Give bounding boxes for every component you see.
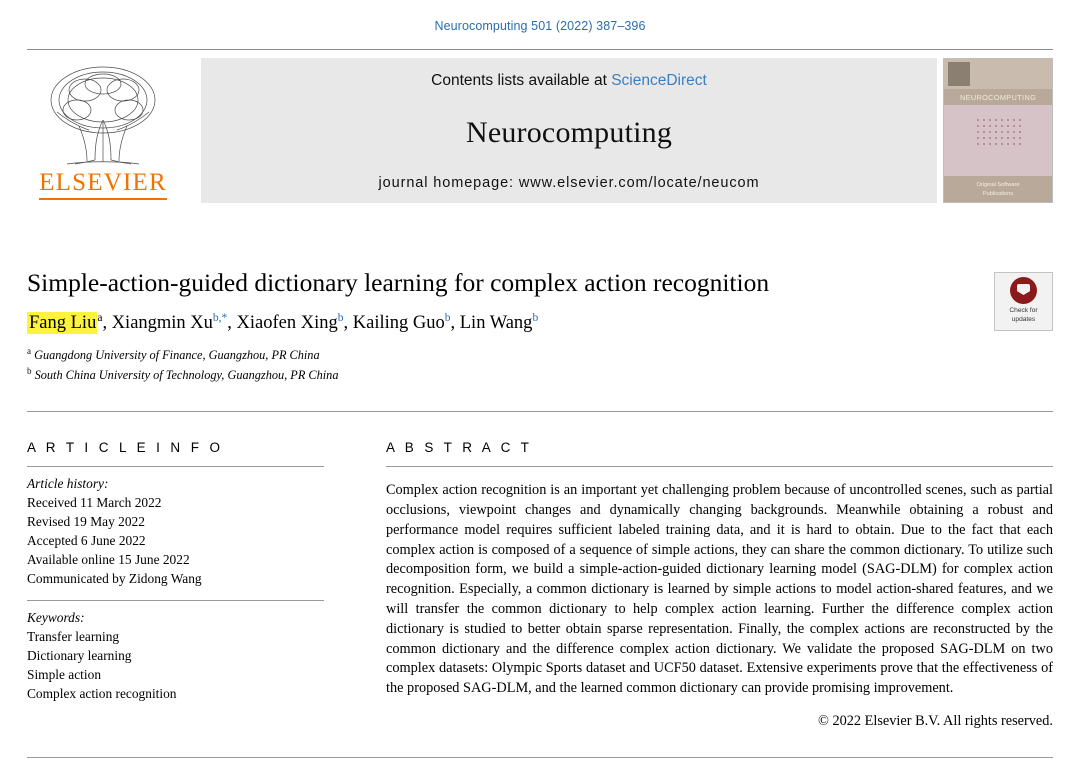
affiliation-0-marker: a — [27, 345, 31, 356]
history-item: Available online 15 June 2022 — [27, 552, 190, 568]
affiliation-list — [27, 345, 1053, 385]
footer-divider — [27, 757, 1053, 758]
affiliation-0-text: Guangdong University of Finance, Guangzhou, PR China — [34, 347, 320, 362]
article-history-label: Article history: — [27, 476, 109, 491]
author-sep-0: , — [102, 312, 112, 333]
sciencedirect-link[interactable]: ScienceDirect — [611, 72, 707, 89]
content-columns — [27, 440, 1053, 730]
affiliation-1 — [27, 365, 1053, 385]
crossmark-line1: Check for — [1009, 307, 1038, 314]
cover-footer — [944, 181, 1052, 198]
author-sep-3: , — [450, 312, 460, 333]
author-0-name: Fang Liu — [29, 312, 97, 333]
author-3-affiliation-marker: b — [444, 311, 451, 324]
title-block — [27, 268, 1053, 385]
affiliation-1-text: South China University of Technology, Guangzhou, PR China — [34, 367, 339, 382]
contents-prefix: Contents lists available at — [431, 72, 612, 89]
abstract-heading: A B S T R A C T — [386, 440, 533, 455]
cover-footer-line2: Publications — [982, 190, 1014, 197]
author-sep-1: , — [227, 312, 237, 333]
author-sep-2: , — [343, 312, 353, 333]
article-info-column — [27, 440, 324, 730]
keywords-rule — [27, 600, 324, 601]
keyword-item: Simple action — [27, 667, 102, 683]
history-item: Received 11 March 2022 — [27, 495, 162, 510]
article-info-heading: A R T I C L E I N F O — [27, 440, 224, 455]
history-item: Communicated by Zidong Wang — [27, 571, 202, 587]
cover-mini-image — [948, 62, 970, 86]
author-1-name: Xiangmin Xu — [111, 312, 213, 333]
author-2-name: Xiaofen Xing — [236, 312, 338, 333]
title-divider — [27, 411, 1053, 412]
author-3-name: Kailing Guo — [352, 312, 445, 333]
crossmark-icon — [1010, 277, 1037, 304]
history-item: Revised 19 May 2022 — [27, 514, 145, 530]
journal-cover-thumbnail — [943, 58, 1053, 203]
elsevier-underline — [39, 198, 167, 200]
keyword-item: Dictionary learning — [27, 648, 132, 664]
author-1-affiliation-marker: b,* — [212, 311, 228, 324]
author-4-name: Lin Wang — [459, 312, 533, 333]
abstract-column — [386, 440, 1053, 730]
copyright-line: © 2022 Elsevier B.V. All rights reserved. — [818, 713, 1053, 730]
abstract-rule — [386, 466, 1053, 467]
abstract-text: Complex action recognition is an important yet challenging problem because of uncontrolled scenes, such as partial occlusions, viewpoint changes and dynamically changing backgrounds. Meanwhile obtaining a robust and performance model requires sufficient labeled training data, and it is hard to obtain. Due to the fact that each complex action is composed of a sequence of simple actions, they can share the common dictionary. To utilize such decomposition form, we build a simple-action-guided dictionary learning model (SAG-DLM) for complex action recognition. Especially, a common dictionary is learned by simple actions to model action-shared features, and we will transfer the common dictionary to help complex action learning. Further the difference complex action dictionary is studied to better obtain sparse representation. Finally, the complex actions are reconstructed by the common dictionary and the difference complex action dictionary. We validate the proposed SAG-DLM on two complex datasets: Olympic Sports dataset and UCF50 dataset. Extensive experiments prove that the effectiveness of the proposed SAG-DLM, and the learned common dictionary can provide promising improvement. — [386, 482, 1053, 697]
keywords-list — [27, 627, 324, 703]
elsevier-wordmark: ELSEVIER — [39, 169, 167, 196]
author-4-affiliation-marker: b — [532, 311, 539, 324]
affiliation-1-marker: b — [27, 365, 32, 376]
cover-footer-line1: Original Software — [976, 182, 1020, 189]
affiliation-0 — [27, 345, 1053, 365]
crossmark-line2: updates — [1011, 315, 1036, 323]
running-head — [0, 0, 1080, 33]
crossmark-badge[interactable] — [994, 272, 1053, 331]
journal-homepage[interactable]: journal homepage: www.elsevier.com/locate/neucom — [378, 175, 760, 191]
cover-title: NEUROCOMPUTING — [959, 93, 1037, 102]
author-list — [27, 312, 1053, 334]
article-info-rule — [27, 466, 324, 467]
cover-pattern — [975, 117, 1021, 147]
elsevier-logo — [27, 58, 179, 203]
journal-band — [201, 58, 937, 203]
keyword-item: Complex action recognition — [27, 686, 177, 702]
journal-title: Neurocomputing — [465, 115, 673, 149]
author-2-affiliation-marker: b — [337, 311, 344, 324]
header-divider — [27, 49, 1053, 50]
page-title: Simple-action-guided dictionary learning for complex action recognition — [27, 268, 770, 297]
elsevier-tree-icon — [37, 60, 169, 172]
running-head-text: Neurocomputing 501 (2022) 387–396 — [434, 19, 646, 33]
article-history-list — [27, 493, 324, 588]
journal-masthead — [27, 58, 1053, 203]
author-0-affiliation-marker: a — [97, 311, 103, 324]
author-0 — [27, 312, 97, 334]
contents-line — [431, 72, 707, 90]
keywords-label: Keywords: — [27, 610, 85, 626]
history-item: Accepted 6 June 2022 — [27, 533, 146, 549]
keyword-item: Transfer learning — [27, 629, 120, 645]
